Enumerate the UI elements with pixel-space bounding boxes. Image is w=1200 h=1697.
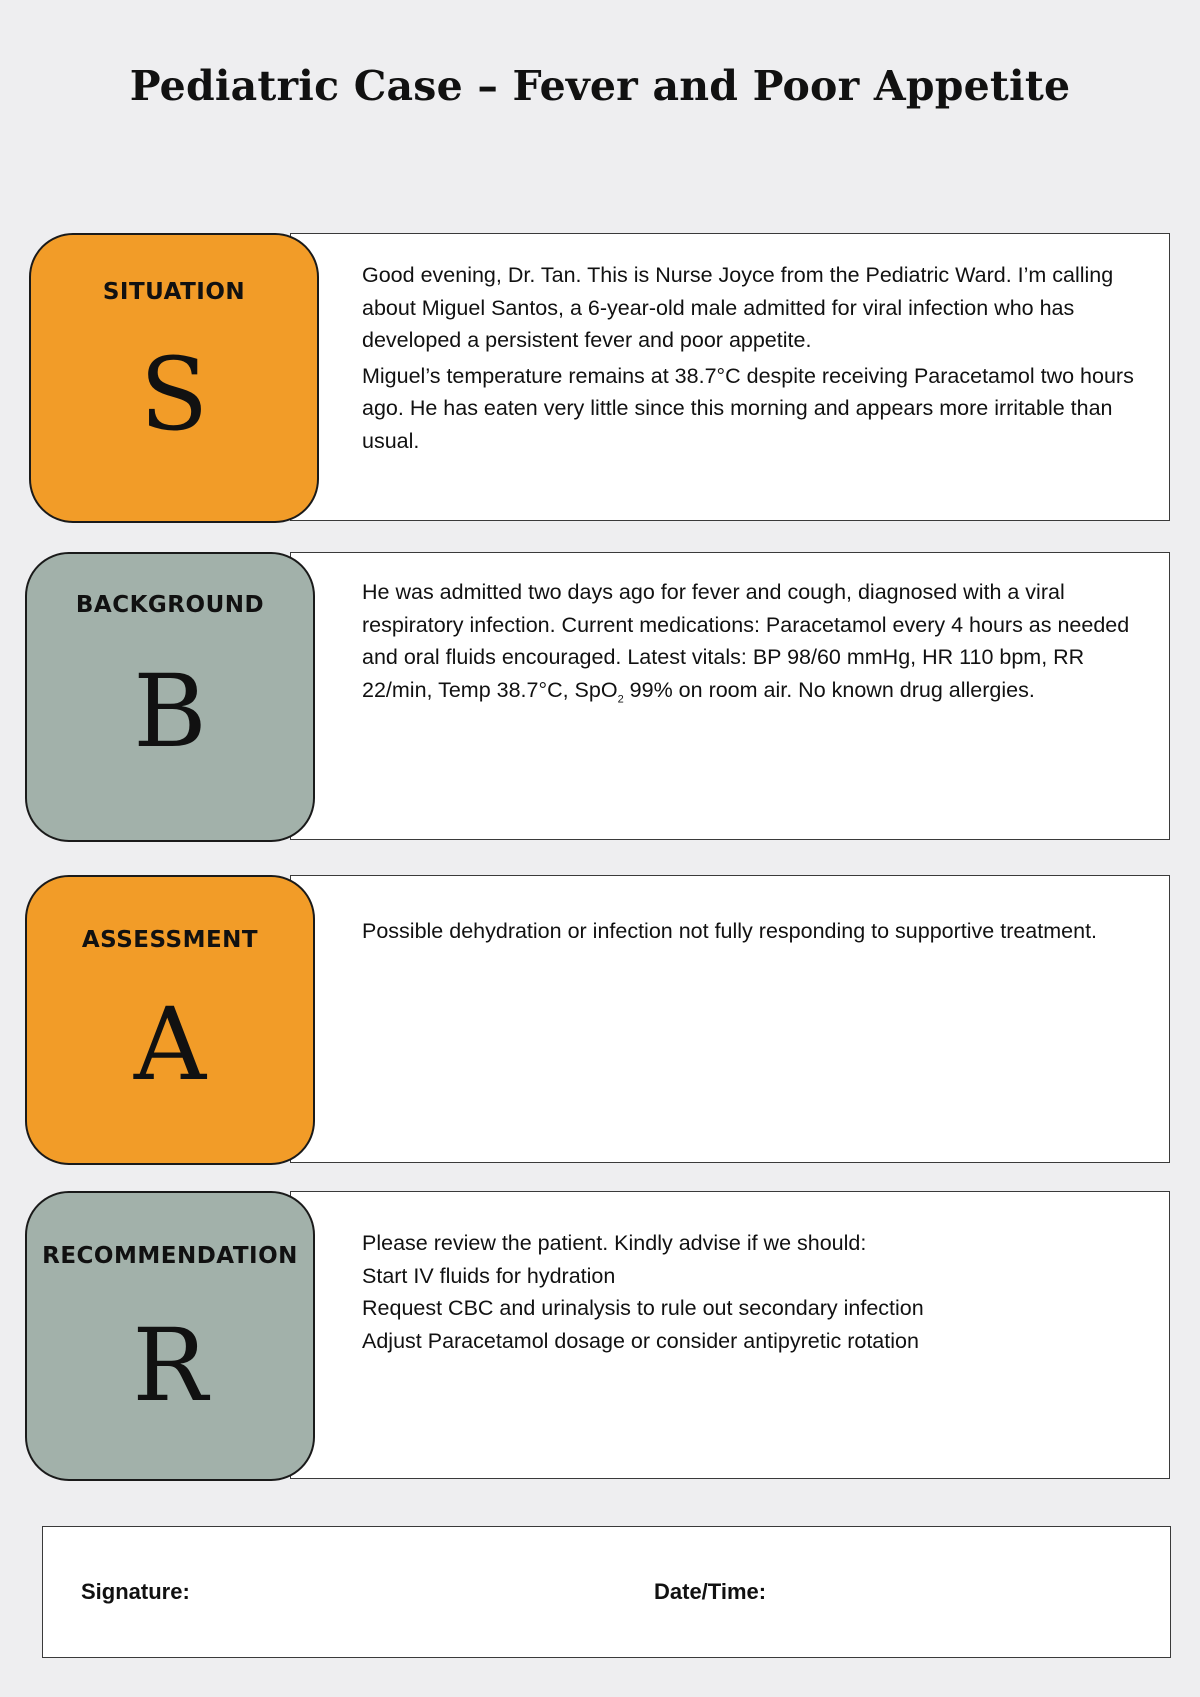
situation-letter: S — [139, 336, 209, 453]
recommendation-item: Request CBC and urinalysis to rule out secondary infection — [362, 1296, 924, 1320]
recommendation-section — [0, 1191, 1200, 1481]
situation-section — [0, 233, 1200, 523]
assessment-section — [0, 875, 1200, 1165]
situation-paragraph: Miguel’s temperature remains at 38.7°C despite receiving Paracetamol two hours ago. He has eaten very little since this morning and appears more irritable than usual. — [362, 363, 1134, 453]
recommendation-intro: Please review the patient. Kindly advise if we should: — [362, 1231, 867, 1255]
background-text — [362, 576, 1142, 715]
recommendation-card — [25, 1191, 315, 1481]
recommendation-item: Adjust Paracetamol dosage or consider antipyretic rotation — [362, 1328, 919, 1353]
recommendation-label: RECOMMENDATION — [42, 1243, 298, 1269]
background-text-part: He was admitted two days ago for fever and cough, diagnosed with a viral respiratory infection. Current medications: Paracetamol every 4 hours as needed and oral fluids encouraged. Latest vitals: BP 98/60 mmHg, HR 110 bpm, RR 22/min, Temp 38.7°C, SpO — [362, 580, 1130, 702]
situation-label: SITUATION — [102, 279, 246, 305]
datetime-label: Date/Time: — [654, 1579, 767, 1604]
situation-paragraph: Good evening, Dr. Tan. This is Nurse Joyce from the Pediatric Ward. I’m calling about Miguel Santos, a 6-year-old male admitted for viral infection who has developed a persistent fever and poor appetite. — [362, 263, 1114, 352]
signature-label: Signature: — [81, 1579, 190, 1604]
assessment-letter: A — [133, 986, 207, 1103]
assessment-text — [362, 915, 1142, 948]
recommendation-item: Start IV fluids for hydration — [362, 1263, 616, 1288]
recommendation-letter: R — [132, 1307, 208, 1424]
situation-card — [29, 233, 319, 523]
background-paragraph — [362, 576, 1142, 715]
background-label: BACKGROUND — [75, 592, 265, 618]
spo2-subscript: 2 — [617, 692, 624, 705]
assessment-paragraph: Possible dehydration or infection not fully responding to supportive treatment. — [362, 919, 1098, 943]
assessment-label: ASSESSMENT — [81, 927, 259, 953]
background-section — [0, 552, 1200, 842]
page-title: Pediatric Case – Fever and Poor Appetite — [129, 62, 1071, 110]
background-text-part: 99% on room air. No known drug allergies. — [623, 677, 1035, 702]
recommendation-text — [362, 1227, 1142, 1357]
background-letter: B — [133, 653, 207, 770]
background-card — [25, 552, 315, 842]
assessment-card — [25, 875, 315, 1165]
signature-box — [42, 1526, 1171, 1658]
situation-text — [362, 259, 1142, 457]
